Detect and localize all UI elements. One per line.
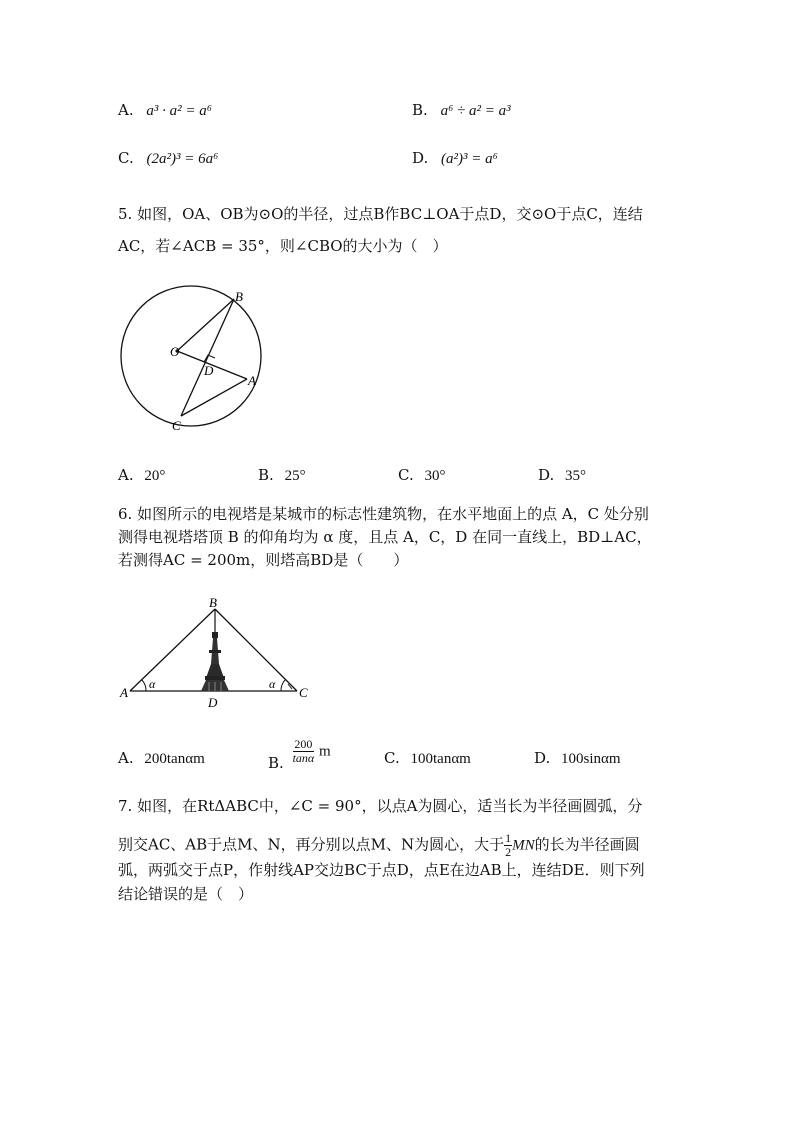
q6-option-d[interactable]: [534, 748, 621, 769]
q5-option-b[interactable]: [258, 465, 306, 486]
q4-option-a[interactable]: [118, 100, 212, 121]
label-a: A: [120, 685, 128, 700]
option-letter: D.: [538, 466, 555, 484]
option-expression: a⁶ ÷ a² = a³: [440, 103, 511, 119]
fraction-numerator: 200: [294, 737, 313, 751]
q6-option-c[interactable]: [384, 748, 471, 769]
label-b: B: [209, 595, 217, 610]
q7-fraction-half: [504, 832, 512, 859]
option-expression: (a²)³ = a⁶: [441, 151, 498, 167]
q5-stem-line-1: 5. 如图，OA、OB为⊙O的半径，过点B作BC⊥OA于点D，交⊙O于点C，连结: [118, 205, 643, 223]
option-unit: m: [319, 743, 331, 760]
option-value: 100sinαm: [561, 751, 621, 767]
q6-option-b[interactable]: [268, 737, 331, 772]
angle-arc-c: [281, 680, 285, 691]
option-value: 100tanαm: [410, 751, 471, 767]
option-value: 30°: [424, 468, 446, 484]
q7-stem-line-1: 7. 如图，在RtΔABC中，∠C = 90°，以点A为圆心，适当长为半径画圆弧，分: [118, 797, 643, 815]
label-o: O: [170, 344, 180, 359]
q5-option-d[interactable]: [538, 465, 586, 486]
label-a: A: [248, 373, 256, 388]
fraction-denominator: 2: [505, 845, 512, 859]
q4-option-d[interactable]: [412, 148, 498, 169]
label-alpha-c: α: [269, 677, 276, 691]
q7-fraction-tail: MN: [512, 837, 535, 854]
q6-stem-line-3: 若测得AC = 200m，则塔高BD是（ ）: [118, 551, 409, 569]
option-letter: C.: [118, 149, 134, 167]
angle-arc-a: [142, 680, 146, 691]
option-value: 35°: [565, 468, 587, 484]
segment-ab: [130, 609, 215, 691]
option-letter: C.: [384, 749, 400, 767]
q6-stem-line-2: 测得电视塔塔顶 B 的仰角均为 α 度，且点 A，C，D 在同一直线上，BD⊥AC，: [118, 528, 652, 546]
label-alpha-a: α: [149, 677, 156, 691]
option-value: 20°: [144, 468, 166, 484]
q7-stem-line-2: [118, 832, 640, 859]
option-letter: B.: [258, 466, 274, 484]
q7-stem-line-4: 结论错误的是（ ）: [118, 885, 254, 903]
q4-option-b[interactable]: [412, 100, 511, 121]
label-d: D: [208, 695, 218, 710]
label-d: D: [204, 363, 214, 378]
option-expression: a³ · a² = a⁶: [146, 103, 212, 119]
q5-option-c[interactable]: [398, 465, 446, 486]
segment-ob: [177, 299, 234, 351]
q6-stem-line-1: 6. 如图所示的电视塔是某城市的标志性建筑物，在水平地面上的点 A，C 处分别: [118, 505, 649, 523]
option-fraction: [293, 738, 315, 765]
label-c: C: [172, 418, 181, 433]
option-value: 25°: [284, 468, 306, 484]
q5-stem-line-2: AC，若∠ACB = 35°，则∠CBO的大小为（ ）: [118, 237, 448, 255]
q5-circle-figure: [112, 282, 292, 434]
option-expression: (2a²)³ = 6a⁶: [146, 151, 219, 167]
option-letter: B.: [412, 101, 428, 119]
option-letter: A.: [118, 466, 134, 484]
fraction-denominator: tanα: [292, 751, 315, 765]
option-value: 200tanαm: [144, 751, 205, 767]
q7-line-2-start: 别交AC、AB于点M、N，再分别以点M、N为圆心，大于: [118, 835, 505, 854]
option-letter: A.: [118, 749, 134, 767]
fraction-numerator: 1: [505, 831, 512, 845]
q6-option-a[interactable]: [118, 748, 205, 769]
segment-bc: [215, 609, 297, 691]
tv-tower-icon: [201, 609, 229, 691]
option-letter: D.: [412, 149, 429, 167]
q5-option-a[interactable]: [118, 465, 165, 486]
q4-option-c[interactable]: [118, 148, 218, 169]
option-letter: B.: [268, 753, 284, 772]
option-letter: D.: [534, 749, 551, 767]
label-c: C: [299, 685, 308, 700]
option-letter: A.: [118, 101, 134, 119]
q7-line-2-end: 的长为半径画圆: [534, 835, 640, 854]
option-letter: C.: [398, 466, 414, 484]
segment-bc: [181, 299, 234, 416]
label-b: B: [235, 289, 243, 304]
q7-stem-line-3: 弧，两弧交于点P，作射线AP交边BC于点D，点E在边AB上，连结DE．则下列: [118, 861, 645, 879]
segment-ac: [181, 379, 247, 416]
q6-tower-figure: [112, 594, 317, 712]
